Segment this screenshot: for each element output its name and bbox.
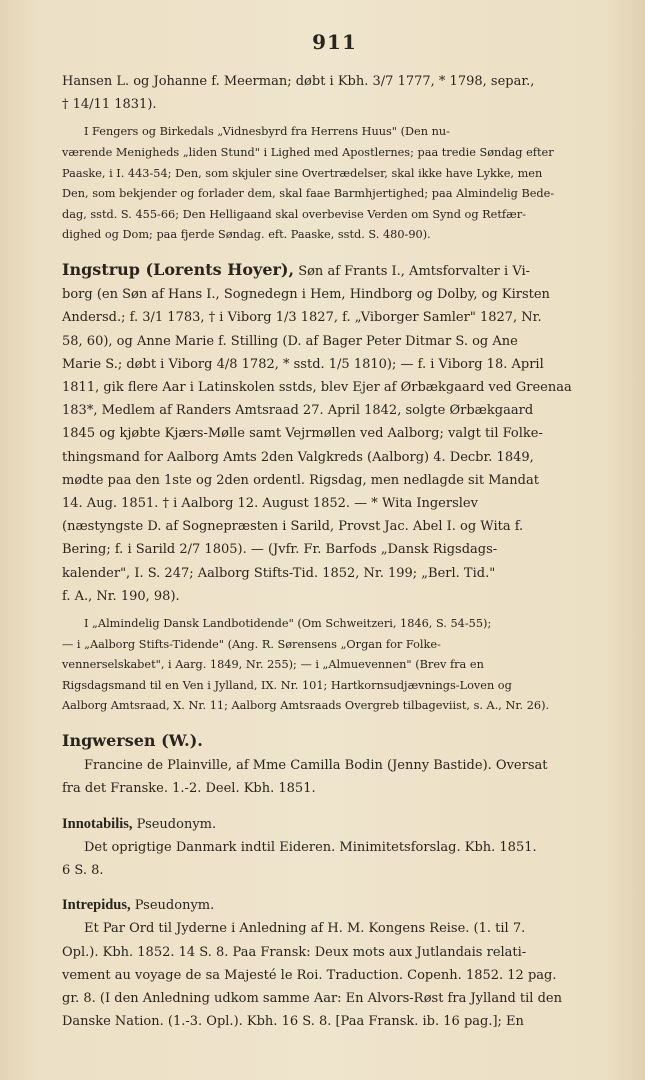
text-line: Søn af Frants I., Amtsforvalter i Vi- xyxy=(298,263,531,279)
text-line: Paaske, i I. 443-54; Den, som skjuler sine Overtrædelser, skal ikke have Lykke, men xyxy=(62,166,543,180)
text-line: 58, 60), og Anne Marie f. Stilling (D. af Bager Peter Ditmar S. og Ane xyxy=(62,333,518,349)
text-line: 6 S. 8. xyxy=(62,863,104,878)
text-line: Opl.). Kbh. 1852. 14 S. 8. Paa Fransk: Deux mots aux Jutlandais relati- xyxy=(62,944,527,960)
entry-headword: Innotabilis, xyxy=(62,815,133,832)
text-line: vement au voyage de sa Majesté le Roi. Traduction. Copenh. 1852. 12 pag. xyxy=(62,967,557,983)
entry-headword: Ingstrup (Lorents Hoyer), xyxy=(62,259,295,279)
entry-label: Pseudonym. xyxy=(134,898,215,914)
text-line: borg (en Søn af Hans I., Sognedegn i Hem, Hindborg og Dolby, og Kirsten xyxy=(62,287,550,303)
text-line: dag, sstd. S. 455-66; Den Helligaand skal overbevise Verden om Synd og Retfær- xyxy=(62,207,526,221)
text-line: Rigsdagsmand til en Ven i Jylland, IX. Nr. 101; Hartkornsudjævnings-Loven og xyxy=(62,678,512,692)
text-line: — i „Aalborg Stifts-Tidende" (Ang. R. Sørensens „Organ for Folke- xyxy=(62,637,441,651)
entry-intrepidus xyxy=(62,894,607,1033)
text-line: f. A., Nr. 190, 98). xyxy=(62,588,180,604)
entry-label: Pseudonym. xyxy=(136,816,217,832)
text-line: 183*, Medlem af Randers Amtsraad 27. April 1842, solgte Ørbækgaard xyxy=(62,403,534,419)
text-line: 1811, gik flere Aar i Latinskolen sstds, blev Ejer af Ørbækgaard ved Greenaa xyxy=(62,379,572,395)
text-line: Det oprigtige Danmark indtil Eideren. Minimitetsforslag. Kbh. 1851. xyxy=(84,839,537,855)
text-line: kalender", I. S. 247; Aalborg Stifts-Tid. 1852, Nr. 199; „Berl. Tid." xyxy=(62,565,496,581)
text-line: mødte paa den 1ste og 2den ordentl. Rigsdag, men nedlagde sit Mandat xyxy=(62,472,539,488)
text-line: Danske Nation. (1.-3. Opl.). Kbh. 16 S. 8. [Paa Fransk. ib. 16 pag.]; En xyxy=(62,1014,524,1030)
text-line: fra det Franske. 1.-2. Deel. Kbh. 1851. xyxy=(62,781,316,797)
text-line: I Fengers og Birkedals „Vidnesbyrd fra Herrens Huus" (Den nu- xyxy=(84,125,450,139)
text-line: I „Almindelig Dansk Landbotidende" (Om Schweitzeri, 1846, S. 54-55); xyxy=(84,617,492,631)
entry-ingstrup-notes xyxy=(62,614,607,717)
entry-headword: Intrepidus, xyxy=(62,897,131,914)
text-line: vennerselskabet", i Aarg. 1849, Nr. 255); — i „Almuevennen" (Brev fra en xyxy=(62,658,484,672)
text-line: Aalborg Amtsraad, X. Nr. 11; Aalborg Amtsraads Overgreb tilbageviist, s. A., Nr. 26). xyxy=(62,699,550,713)
entry-headword: Ingwersen (W.). xyxy=(62,730,203,750)
text-line: 1845 og kjøbte Kjærs-Mølle samt Vejrmøllen ved Aalborg; valgt til Folke- xyxy=(62,426,543,442)
text-line: Hansen L. og Johanne f. Meerman; døbt i Kbh. 3/7 1777, * 1798, separ., xyxy=(62,74,535,89)
entry-ingwersen xyxy=(62,729,607,801)
text-line: Et Par Ord til Jyderne i Anledning af H. M. Kongens Reise. (1. til 7. xyxy=(84,921,526,937)
text-line: Francine de Plainville, af Mme Camilla Bodin (Jenny Bastide). Oversat xyxy=(84,758,548,774)
entry-ingstrup xyxy=(62,258,607,608)
text-line: Marie S.; døbt i Viborg 4/8 1782, * sstd. 1/5 1810); — f. i Viborg 18. April xyxy=(62,356,544,372)
entry-hansen-continuation xyxy=(62,70,607,116)
text-line: Andersd.; f. 3/1 1783, † i Viborg 1/3 1827, f. „Viborger Samler" 1827, Nr. xyxy=(62,310,542,326)
text-line: Den, som bekjender og forlader dem, skal faae Barmhjertighed; paa Almindelig Bede- xyxy=(62,187,555,201)
page-number: 911 xyxy=(312,30,357,54)
entry-headline xyxy=(62,729,607,754)
entry-headline xyxy=(62,813,607,836)
text-line: gr. 8. (I den Anledning udkom samme Aar: En Alvors-Røst fra Jylland til den xyxy=(62,991,562,1007)
text-line: 14. Aug. 1851. † i Aalborg 12. August 1852. — * Wita Ingerslev xyxy=(62,496,478,511)
text-line: Bering; f. i Sarild 2/7 1805). — (Jvfr. Fr. Barfods „Dansk Rigsdags- xyxy=(62,542,498,558)
text-line: dighed og Dom; paa fjerde Søndag. eft. Paaske, sstd. S. 480-90). xyxy=(62,228,431,242)
text-line: † 14/11 1831). xyxy=(62,97,157,113)
entry-first-line xyxy=(62,258,607,283)
entry-innotabilis xyxy=(62,813,607,883)
entry-fengers-note xyxy=(62,122,607,246)
entry-headline xyxy=(62,894,607,917)
text-line: (næstyngste D. af Sognepræsten i Sarild, Provst Jac. Abel I. og Wita f. xyxy=(62,519,524,535)
text-line: værende Menigheds „liden Stund" i Lighed med Apostlernes; paa tredie Søndag efter xyxy=(62,146,554,159)
text-line: thingsmand for Aalborg Amts 2den Valgkreds (Aalborg) 4. Decbr. 1849, xyxy=(62,449,534,465)
